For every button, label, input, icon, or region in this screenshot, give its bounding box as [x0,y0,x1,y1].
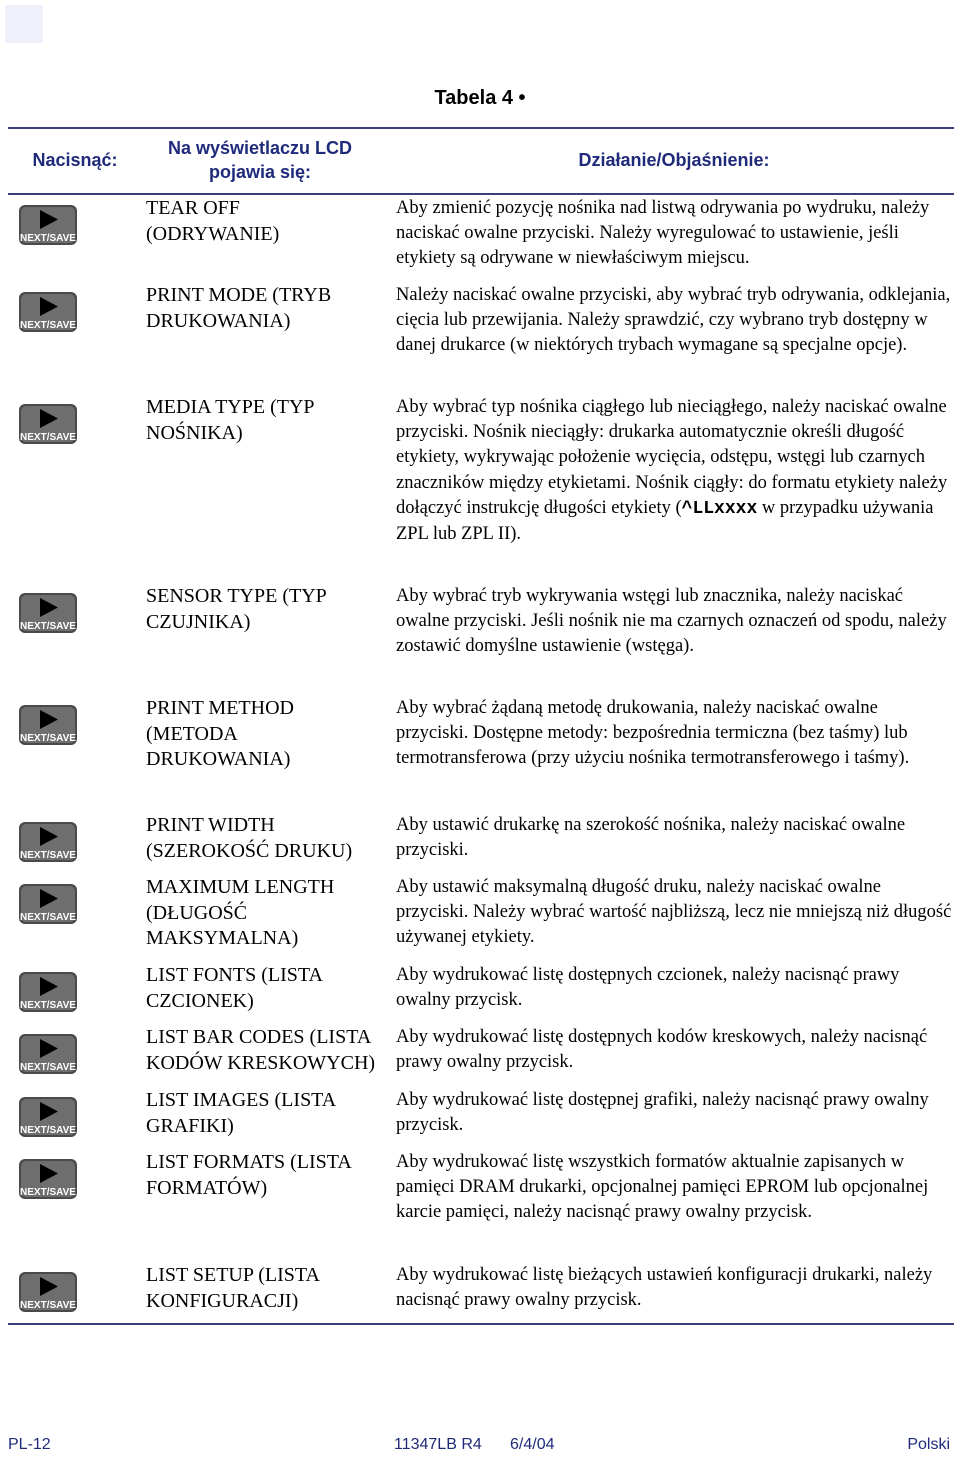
table-row [0,395,960,584]
action-text: Aby ustawić drukarkę na szerokość nośnika, należy naciskać owalne przyciski. [396,815,906,861]
header-top-rule [8,127,954,129]
action-text: Aby wydrukować listę dostępnej grafiki, należy nacisnąć prawy owalny przycisk. [396,1090,929,1136]
footer-date: 6/4/04 [510,1436,555,1453]
lcd-text: LIST BAR CODES (LISTA KODÓW KRESKOWYCH) [146,1026,376,1074]
lcd-text: PRINT WIDTH (SZEROKOŚĆ DRUKU) [146,814,353,862]
table-row [0,283,960,395]
lcd-text: LIST FORMATS (LISTA FORMATÓW) [146,1151,352,1199]
table-row [0,196,960,283]
lcd-text: PRINT METHOD (METODA DRUKOWANIA) [146,697,294,770]
next-save-button-icon [18,821,78,863]
table-row [0,1025,960,1088]
button-label: NEXT/SAVE [20,1000,76,1011]
table-row [0,1088,960,1150]
action-text: Aby wybrać tryb wykrywania wstęgi lub znacznika, należy naciskać owalne przyciski. Jeśli nośnik nie ma czarnych oznaczeń od spodu, należy zostawić domyślne ustawienie (wstęga). [396,586,947,657]
table-row [0,963,960,1025]
key-table [0,196,960,1321]
button-label: NEXT/SAVE [20,233,76,244]
table-row [0,584,960,696]
button-label: NEXT/SAVE [20,432,76,443]
next-save-button-icon [18,291,78,333]
button-label: NEXT/SAVE [20,1300,76,1311]
button-label: NEXT/SAVE [20,912,76,923]
button-label: NEXT/SAVE [20,1062,76,1073]
next-save-button-icon [18,883,78,925]
lcd-text: LIST IMAGES (LISTA GRAFIKI) [146,1089,337,1137]
next-save-button-icon [18,1271,78,1313]
corner-mark [5,5,43,43]
button-label: NEXT/SAVE [20,733,76,744]
table-bottom-rule [8,1323,954,1325]
action-text: Aby wydrukować listę dostępnych kodów kreskowych, należy nacisnąć prawy owalny przycisk. [396,1027,928,1073]
footer-language: Polski [907,1436,950,1453]
header-action: Działanie/Objaśnienie: [578,150,770,170]
next-save-button-icon [18,592,78,634]
header-bottom-rule [8,193,954,195]
next-save-button-icon [18,403,78,445]
button-label: NEXT/SAVE [20,621,76,632]
action-text: Aby wydrukować listę bieżących ustawień konfiguracji drukarki, należy nacisnąć prawy owalny przycisk. [396,1265,933,1311]
lcd-text: MEDIA TYPE (TYP NOŚNIKA) [146,396,315,444]
action-text: Aby wybrać żądaną metodę drukowania, należy naciskać owalne przyciski. Dostępne metody: bezpośrednia termiczna (bez taśmy) lub termotransferowa (przy użyciu nośnika termotransferowego i taśmy). [396,698,910,769]
next-save-button-icon [18,1033,78,1075]
lcd-text: MAXIMUM LENGTH (DŁUGOŚĆ MAKSYMALNA) [146,876,335,949]
next-save-button-icon [18,204,78,246]
zpl-command-code: ^LLxxxx [681,498,758,519]
next-save-button-icon [18,971,78,1013]
table-row [0,875,960,963]
header-press: Nacisnąć: [32,150,118,170]
action-text [396,395,952,547]
next-save-button-icon [18,1158,78,1200]
table-row [0,813,960,875]
button-label: NEXT/SAVE [20,1125,76,1136]
header-lcd: Na wyświetlaczu LCD pojawia się: [167,138,353,182]
button-label: NEXT/SAVE [20,1187,76,1198]
action-text: Aby ustawić maksymalną długość druku, należy naciskać owalne przyciski. Należy wybrać wartość najbliższą, lecz nie mniejszą niż długość używanej etykiety. [396,877,952,948]
lcd-text: LIST SETUP (LISTA KONFIGURACJI) [146,1264,320,1312]
button-label: NEXT/SAVE [20,320,76,331]
action-text-part: Aby wybrać typ nośnika ciągłego lub nieciągłego, należy naciskać owalne przyciski. Nośnik nieciągły: drukarka automatycznie określi długość etykiety, wykrywając położenie wycięcia, odstępu, wstęgi lub czarnych znaczników między etykietami. Nośnik ciągły: do formatu etykiety należy dołączyć instrukcję długości etykiety ( [396,397,948,518]
action-text: Należy naciskać owalne przyciski, aby wybrać tryb odrywania, odklejania, cięcia lub przewijania. Należy sprawdzić, czy wybrano tryb dostępny w danej drukarce (w niektórych trybach wymagane są specjalne opcje). [396,285,951,356]
next-save-button-icon [18,704,78,746]
action-text: Aby wydrukować listę dostępnych czcionek, należy nacisnąć prawy owalny przycisk. [396,965,900,1011]
table-title: Tabela 4 • [434,87,526,109]
action-text: Aby wydrukować listę wszystkich formatów aktualnie zapisanych w pamięci DRAM drukarki, opcjonalnej pamięci EPROM lub opcjonalnej karcie pamięci, należy nacisnąć prawy owalny przycisk. [396,1152,929,1223]
next-save-button-icon [18,1096,78,1138]
table-row [0,1263,960,1321]
action-text: Aby zmienić pozycję nośnika nad listwą odrywania po wydruku, należy naciskać owalne przyciski. Należy wyregulować to ustawienie, jeśli etykiety są odrywane w niewłaściwym miejscu. [396,198,930,269]
table-row [0,1150,960,1263]
lcd-text: SENSOR TYPE (TYP CZUJNIKA) [146,585,327,633]
action-text-part: w przypadku używania ZPL lub ZPL II). [396,497,934,545]
table-row [0,696,960,813]
lcd-text: PRINT MODE (TRYB DRUKOWANIA) [146,284,332,332]
lcd-text: TEAR OFF (ODRYWANIE) [146,197,280,245]
lcd-text: LIST FONTS (LISTA CZCIONEK) [146,964,323,1012]
footer-doc-number: 11347LB R4 [394,1436,482,1453]
button-label: NEXT/SAVE [20,850,76,861]
footer-page-number: PL-12 [8,1436,51,1453]
